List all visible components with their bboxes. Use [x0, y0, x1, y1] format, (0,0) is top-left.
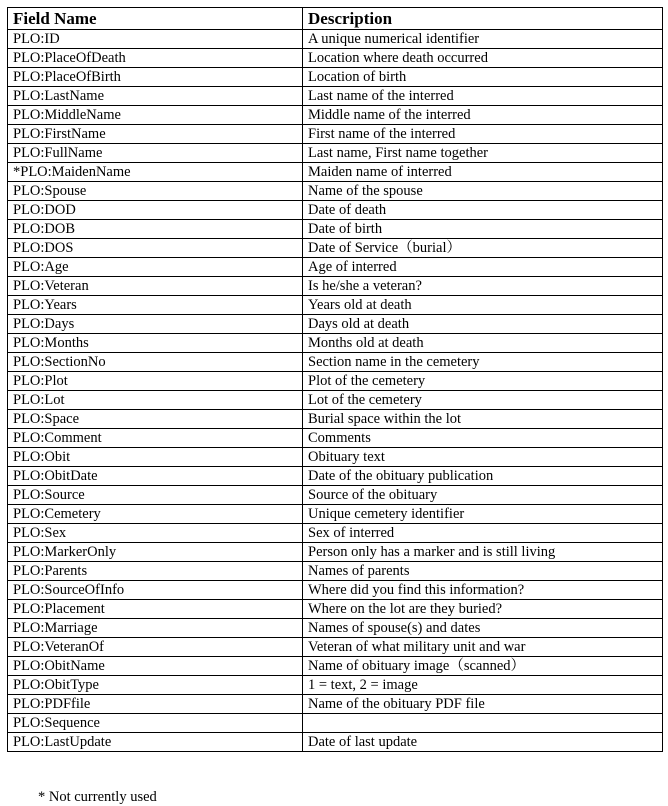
- field-name-cell: PLO:LastName: [8, 87, 303, 106]
- field-name-cell: PLO:DOD: [8, 201, 303, 220]
- table-row: [8, 638, 663, 657]
- description-cell: [303, 714, 663, 733]
- description-cell: Name of the spouse: [303, 182, 663, 201]
- table-row: [8, 562, 663, 581]
- field-name-cell: PLO:Plot: [8, 372, 303, 391]
- table-row: [8, 581, 663, 600]
- description-cell: First name of the interred: [303, 125, 663, 144]
- field-name-cell: PLO:Space: [8, 410, 303, 429]
- table-header-row: [8, 8, 663, 30]
- description-cell: Unique cemetery identifier: [303, 505, 663, 524]
- description-cell: Is he/she a veteran?: [303, 277, 663, 296]
- table-row: [8, 315, 663, 334]
- field-name-cell: PLO:ObitName: [8, 657, 303, 676]
- description-cell: Source of the obituary: [303, 486, 663, 505]
- table-row: [8, 296, 663, 315]
- table-row: [8, 486, 663, 505]
- field-name-cell: PLO:FullName: [8, 144, 303, 163]
- field-name-cell: PLO:ObitType: [8, 676, 303, 695]
- field-name-cell: PLO:VeteranOf: [8, 638, 303, 657]
- table-row: [8, 448, 663, 467]
- table-row: [8, 87, 663, 106]
- description-cell: 1 = text, 2 = image: [303, 676, 663, 695]
- table-row: [8, 125, 663, 144]
- description-cell: Date of Service（burial）: [303, 239, 663, 258]
- description-cell: Date of death: [303, 201, 663, 220]
- field-name-cell: PLO:FirstName: [8, 125, 303, 144]
- table-row: [8, 657, 663, 676]
- table-row: [8, 353, 663, 372]
- field-name-cell: PLO:Lot: [8, 391, 303, 410]
- field-name-cell: PLO:SourceOfInfo: [8, 581, 303, 600]
- field-name-cell: PLO:Obit: [8, 448, 303, 467]
- description-cell: Date of birth: [303, 220, 663, 239]
- description-cell: Middle name of the interred: [303, 106, 663, 125]
- table-row: [8, 410, 663, 429]
- description-cell: Name of the obituary PDF file: [303, 695, 663, 714]
- field-name-cell: PLO:ID: [8, 30, 303, 49]
- field-name-cell: PLO:ObitDate: [8, 467, 303, 486]
- table-row: [8, 258, 663, 277]
- table-row: [8, 239, 663, 258]
- field-name-cell: PLO:Days: [8, 315, 303, 334]
- table-row: [8, 391, 663, 410]
- description-cell: Person only has a marker and is still living: [303, 543, 663, 562]
- table-row: [8, 201, 663, 220]
- table-row: [8, 467, 663, 486]
- table-row: [8, 106, 663, 125]
- description-cell: Maiden name of interred: [303, 163, 663, 182]
- field-name-cell: PLO:Sequence: [8, 714, 303, 733]
- description-cell: Age of interred: [303, 258, 663, 277]
- field-table: [7, 7, 663, 752]
- table-row: [8, 600, 663, 619]
- field-name-cell: PLO:Spouse: [8, 182, 303, 201]
- table-row: [8, 68, 663, 87]
- table-row: [8, 429, 663, 448]
- description-cell: Lot of the cemetery: [303, 391, 663, 410]
- description-cell: Burial space within the lot: [303, 410, 663, 429]
- table-row: [8, 524, 663, 543]
- field-name-cell: PLO:Marriage: [8, 619, 303, 638]
- field-name-cell: *PLO:MaidenName: [8, 163, 303, 182]
- field-name-cell: PLO:Comment: [8, 429, 303, 448]
- description-cell: A unique numerical identifier: [303, 30, 663, 49]
- table-row: [8, 543, 663, 562]
- table-row: [8, 220, 663, 239]
- description-cell: Veteran of what military unit and war: [303, 638, 663, 657]
- field-name-cell: PLO:Months: [8, 334, 303, 353]
- field-name-cell: PLO:Parents: [8, 562, 303, 581]
- field-name-cell: PLO:Years: [8, 296, 303, 315]
- description-cell: Date of the obituary publication: [303, 467, 663, 486]
- description-cell: Section name in the cemetery: [303, 353, 663, 372]
- description-cell: Names of spouse(s) and dates: [303, 619, 663, 638]
- field-name-cell: PLO:Sex: [8, 524, 303, 543]
- description-cell: Days old at death: [303, 315, 663, 334]
- field-name-cell: PLO:MarkerOnly: [8, 543, 303, 562]
- description-cell: Location where death occurred: [303, 49, 663, 68]
- field-name-cell: PLO:PDFfile: [8, 695, 303, 714]
- table-row: [8, 695, 663, 714]
- description-cell: Months old at death: [303, 334, 663, 353]
- description-cell: Where did you find this information?: [303, 581, 663, 600]
- field-name-cell: PLO:Cemetery: [8, 505, 303, 524]
- field-name-cell: PLO:Placement: [8, 600, 303, 619]
- field-name-cell: PLO:Veteran: [8, 277, 303, 296]
- description-cell: Plot of the cemetery: [303, 372, 663, 391]
- field-name-cell: PLO:Source: [8, 486, 303, 505]
- table-row: [8, 619, 663, 638]
- table-row: [8, 505, 663, 524]
- description-cell: Location of birth: [303, 68, 663, 87]
- table-row: [8, 372, 663, 391]
- table-row: [8, 182, 663, 201]
- description-cell: Last name of the interred: [303, 87, 663, 106]
- description-cell: Sex of interred: [303, 524, 663, 543]
- field-name-cell: PLO:DOS: [8, 239, 303, 258]
- field-name-cell: PLO:LastUpdate: [8, 733, 303, 752]
- table-row: [8, 277, 663, 296]
- field-name-cell: PLO:PlaceOfBirth: [8, 68, 303, 87]
- description-cell: Comments: [303, 429, 663, 448]
- table-row: [8, 733, 663, 752]
- table-row: [8, 334, 663, 353]
- description-cell: Obituary text: [303, 448, 663, 467]
- table-row: [8, 144, 663, 163]
- field-name-cell: PLO:MiddleName: [8, 106, 303, 125]
- table-row: [8, 163, 663, 182]
- field-name-cell: PLO:DOB: [8, 220, 303, 239]
- description-cell: Where on the lot are they buried?: [303, 600, 663, 619]
- table-row: [8, 49, 663, 68]
- description-cell: Last name, First name together: [303, 144, 663, 163]
- header-description: Description: [303, 8, 663, 30]
- field-name-cell: PLO:PlaceOfDeath: [8, 49, 303, 68]
- field-name-cell: PLO:SectionNo: [8, 353, 303, 372]
- header-field-name: Field Name: [8, 8, 303, 30]
- table-row: [8, 676, 663, 695]
- description-cell: Name of obituary image（scanned）: [303, 657, 663, 676]
- table-row: [8, 30, 663, 49]
- footnote: * Not currently used: [38, 789, 157, 805]
- field-name-cell: PLO:Age: [8, 258, 303, 277]
- description-cell: Names of parents: [303, 562, 663, 581]
- description-cell: Years old at death: [303, 296, 663, 315]
- description-cell: Date of last update: [303, 733, 663, 752]
- table-row: [8, 714, 663, 733]
